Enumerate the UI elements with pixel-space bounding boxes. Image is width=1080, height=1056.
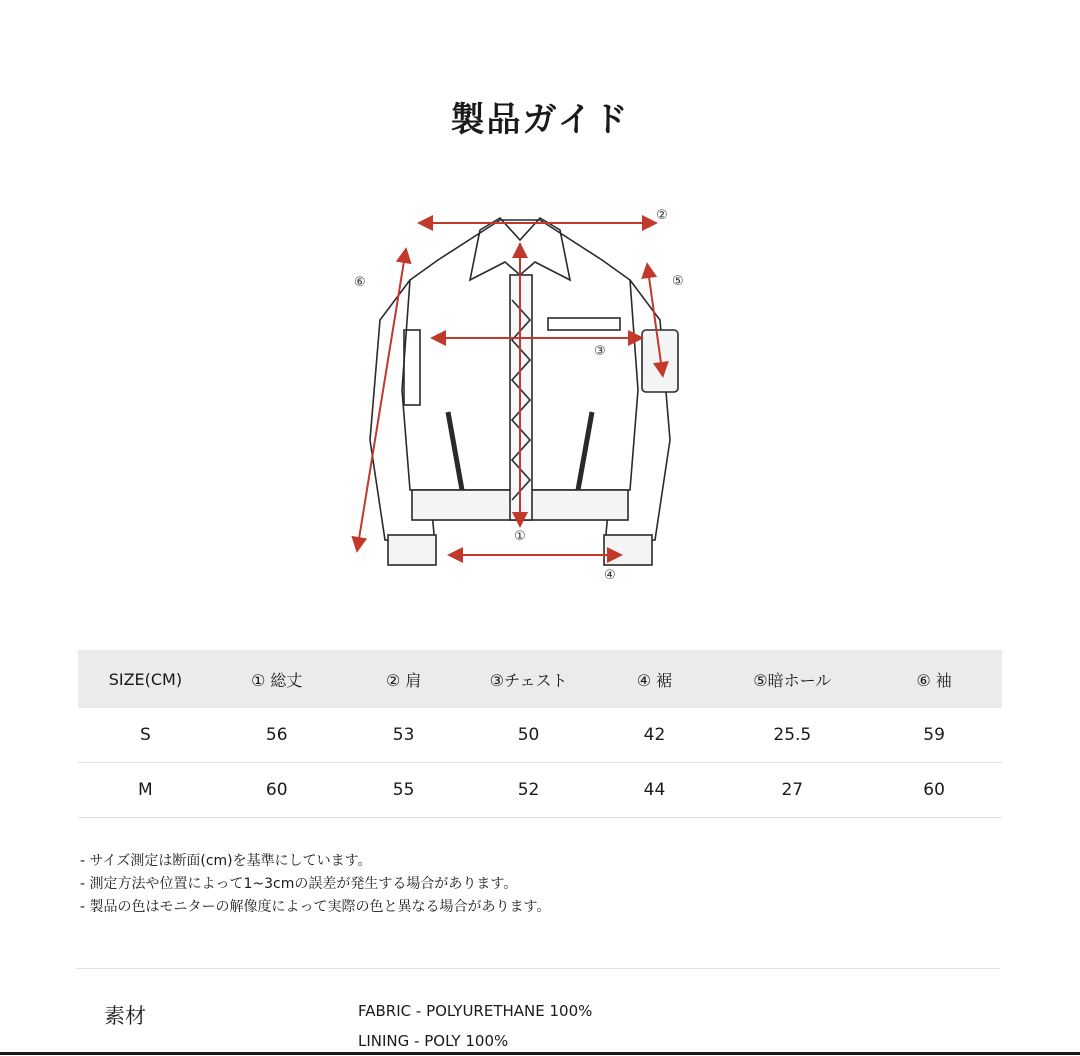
measure-label-2: ② (656, 208, 668, 223)
table-cell: 42 (591, 708, 719, 763)
table-cell: 60 (866, 763, 1002, 818)
measure-label-6: ⑥ (354, 275, 366, 290)
jacket-diagram (330, 190, 710, 590)
note-line: - サイズ測定は断面(cm)を基準にしています。 (80, 853, 372, 869)
material-list (358, 996, 592, 1056)
size-table (78, 650, 1002, 818)
table-cell: 55 (341, 763, 467, 818)
divider (76, 968, 1000, 969)
measure-label-5: ⑤ (672, 274, 684, 289)
table-cell: 60 (213, 763, 341, 818)
table-cell: M (78, 763, 213, 818)
material-line: LINING - POLY 100% (358, 1032, 509, 1050)
header-hem: ④ 裾 (591, 650, 719, 708)
material-label: 素材 (104, 1004, 146, 1028)
table-cell: 59 (866, 708, 1002, 763)
header-chest: ③チェスト (467, 650, 591, 708)
header-sleeve: ⑥ 袖 (866, 650, 1002, 708)
table-row (78, 708, 1002, 763)
note-line: - 測定方法や位置によって1~3cmの誤差が発生する場合があります。 (80, 876, 518, 892)
table-cell: 50 (467, 708, 591, 763)
measure-label-1: ① (514, 529, 526, 544)
table-cell: 25.5 (718, 708, 866, 763)
size-notes (80, 850, 550, 919)
table-cell: 27 (718, 763, 866, 818)
table-cell: S (78, 708, 213, 763)
table-cell: 53 (341, 708, 467, 763)
header-length: ① 総丈 (213, 650, 341, 708)
table-cell: 44 (591, 763, 719, 818)
table-cell: 52 (467, 763, 591, 818)
size-table-header (78, 650, 1002, 708)
header-shoulder: ② 肩 (341, 650, 467, 708)
jacket-outline (370, 218, 678, 565)
measure-label-4: ④ (604, 568, 616, 583)
table-row (78, 763, 1002, 818)
table-cell: 56 (213, 708, 341, 763)
header-armhole: ⑤暗ホール (718, 650, 866, 708)
note-line: - 製品の色はモニターの解像度によって実際の色と異なる場合があります。 (80, 899, 551, 915)
header-size: SIZE(CM) (78, 650, 213, 708)
material-line: FABRIC - POLYURETHANE 100% (358, 1002, 593, 1020)
measure-label-3: ③ (594, 344, 606, 359)
page-title: 製品ガイド (450, 100, 630, 140)
